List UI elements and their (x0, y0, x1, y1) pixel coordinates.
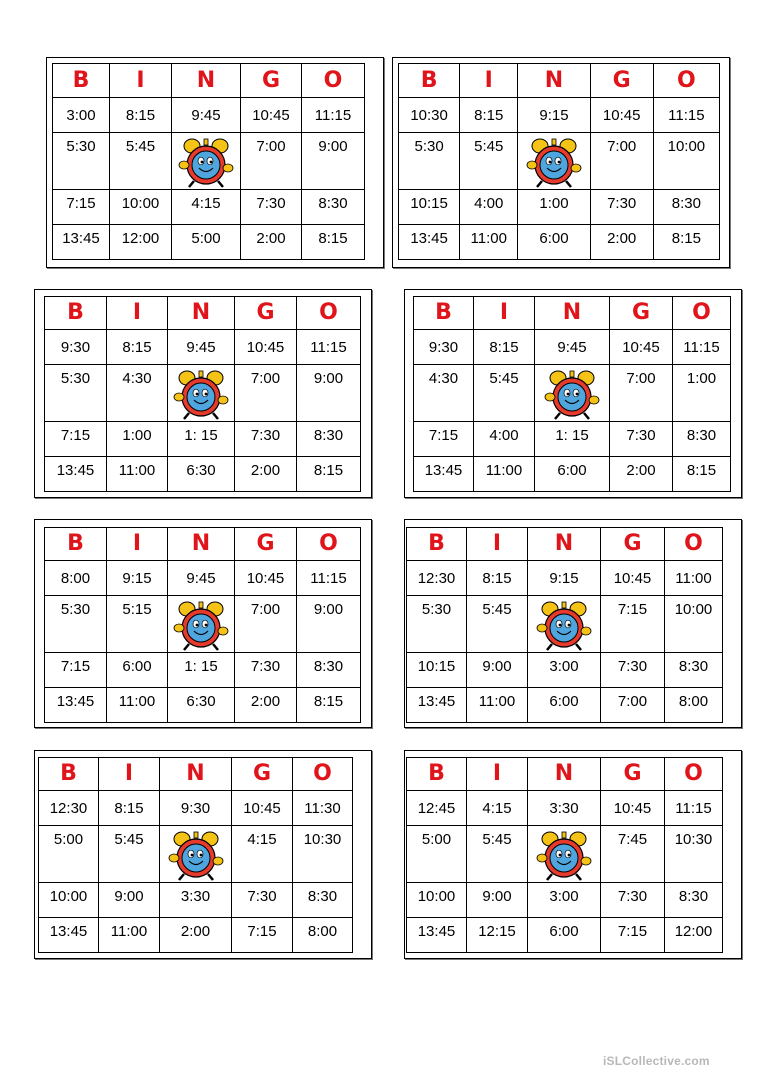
header-letter-g: G (610, 297, 673, 330)
time-cell: 3:00 (528, 653, 601, 688)
header-letter-o: O (297, 528, 361, 561)
bingo-grid (44, 296, 361, 492)
free-space (535, 365, 610, 422)
time-cell: 8:15 (673, 457, 731, 492)
time-cell: 7:30 (232, 883, 293, 918)
time-cell: 8:15 (302, 225, 365, 260)
time-cell: 6:00 (528, 918, 601, 953)
header-letter-n: N (528, 758, 601, 791)
header-letter-g: G (601, 528, 665, 561)
time-cell: 7:15 (45, 653, 107, 688)
time-cell: 1:00 (518, 190, 590, 225)
time-cell: 8:15 (467, 561, 528, 596)
time-cell: 8:30 (297, 422, 361, 457)
time-cell: 7:45 (601, 826, 665, 883)
time-cell: 4:15 (467, 791, 528, 826)
free-space (160, 826, 232, 883)
time-cell: 5:00 (39, 826, 99, 883)
time-cell: 7:30 (241, 190, 302, 225)
time-cell: 8:30 (665, 883, 723, 918)
free-space (168, 596, 235, 653)
time-cell: 11:15 (653, 98, 719, 133)
header-letter-n: N (160, 758, 232, 791)
time-cell: 11:15 (297, 330, 361, 365)
header-letter-g: G (241, 64, 302, 98)
time-cell: 9:00 (297, 596, 361, 653)
header-letter-b: B (407, 758, 467, 791)
time-cell: 1:00 (107, 422, 168, 457)
time-cell: 13:45 (407, 688, 467, 723)
time-cell: 7:30 (235, 653, 297, 688)
time-cell: 9:30 (414, 330, 474, 365)
time-cell: 9:30 (160, 791, 232, 826)
time-cell: 8:15 (297, 688, 361, 723)
time-cell: 11:15 (665, 791, 723, 826)
time-cell: 12:45 (407, 791, 467, 826)
time-cell: 9:30 (45, 330, 107, 365)
time-cell: 11:15 (673, 330, 731, 365)
time-cell: 8:30 (302, 190, 365, 225)
time-cell: 13:45 (407, 918, 467, 953)
time-cell: 8:15 (107, 330, 168, 365)
time-cell: 7:00 (241, 133, 302, 190)
time-cell: 12:30 (407, 561, 467, 596)
time-cell: 7:00 (590, 133, 653, 190)
header-letter-g: G (232, 758, 293, 791)
alarm-clock-icon (173, 369, 229, 421)
time-cell: 7:30 (590, 190, 653, 225)
time-cell: 2:00 (235, 457, 297, 492)
time-cell: 6:30 (168, 688, 235, 723)
time-cell: 7:15 (601, 918, 665, 953)
header-letter-b: B (45, 528, 107, 561)
time-cell: 13:45 (53, 225, 110, 260)
time-cell: 11:00 (107, 457, 168, 492)
time-cell: 10:45 (610, 330, 673, 365)
alarm-clock-icon (526, 137, 582, 189)
time-cell: 10:00 (665, 596, 723, 653)
time-cell: 9:15 (107, 561, 168, 596)
time-cell: 4:15 (232, 826, 293, 883)
time-cell: 8:30 (653, 190, 719, 225)
time-cell: 11:00 (467, 688, 528, 723)
free-space (168, 365, 235, 422)
time-cell: 10:45 (241, 98, 302, 133)
time-cell: 7:15 (414, 422, 474, 457)
free-space (518, 133, 590, 190)
time-cell: 9:45 (168, 561, 235, 596)
header-letter-n: N (168, 528, 235, 561)
time-cell: 8:15 (653, 225, 719, 260)
time-cell: 5:30 (45, 365, 107, 422)
time-cell: 8:15 (460, 98, 518, 133)
time-cell: 13:45 (414, 457, 474, 492)
time-cell: 8:15 (110, 98, 172, 133)
header-letter-n: N (168, 297, 235, 330)
time-cell: 7:30 (601, 883, 665, 918)
time-cell: 5:30 (45, 596, 107, 653)
time-cell: 8:30 (673, 422, 731, 457)
header-letter-n: N (172, 64, 241, 98)
time-cell: 9:15 (518, 98, 590, 133)
time-cell: 4:30 (414, 365, 474, 422)
time-cell: 9:45 (172, 98, 241, 133)
bingo-grid (413, 296, 731, 492)
header-letter-o: O (665, 758, 723, 791)
time-cell: 7:00 (235, 365, 297, 422)
header-letter-b: B (53, 64, 110, 98)
alarm-clock-icon (536, 600, 592, 652)
time-cell: 5:30 (53, 133, 110, 190)
time-cell: 11:00 (107, 688, 168, 723)
time-cell: 6:00 (107, 653, 168, 688)
time-cell: 10:30 (293, 826, 353, 883)
header-letter-o: O (653, 64, 719, 98)
header-letter-i: I (107, 528, 168, 561)
time-cell: 5:45 (99, 826, 160, 883)
header-letter-o: O (302, 64, 365, 98)
header-letter-i: I (110, 64, 172, 98)
header-letter-g: G (235, 528, 297, 561)
time-cell: 8:30 (297, 653, 361, 688)
time-cell: 7:30 (601, 653, 665, 688)
time-cell: 5:45 (467, 826, 528, 883)
time-cell: 10:45 (235, 561, 297, 596)
alarm-clock-icon (168, 830, 224, 882)
time-cell: 9:00 (467, 883, 528, 918)
time-cell: 8:00 (293, 918, 353, 953)
time-cell: 3:00 (528, 883, 601, 918)
time-cell: 12:15 (467, 918, 528, 953)
time-cell: 3:30 (160, 883, 232, 918)
time-cell: 5:00 (407, 826, 467, 883)
time-cell: 10:45 (235, 330, 297, 365)
time-cell: 2:00 (235, 688, 297, 723)
header-letter-g: G (590, 64, 653, 98)
time-cell: 1:00 (673, 365, 731, 422)
time-cell: 1: 15 (168, 653, 235, 688)
time-cell: 9:00 (302, 133, 365, 190)
time-cell: 1: 15 (535, 422, 610, 457)
time-cell: 5:45 (474, 365, 535, 422)
time-cell: 13:45 (45, 457, 107, 492)
time-cell: 5:30 (399, 133, 460, 190)
time-cell: 6:00 (535, 457, 610, 492)
time-cell: 11:00 (460, 225, 518, 260)
header-letter-i: I (107, 297, 168, 330)
free-space (528, 596, 601, 653)
time-cell: 10:00 (653, 133, 719, 190)
time-cell: 9:00 (297, 365, 361, 422)
time-cell: 10:45 (601, 791, 665, 826)
time-cell: 4:30 (107, 365, 168, 422)
time-cell: 7:00 (235, 596, 297, 653)
header-letter-o: O (665, 528, 723, 561)
time-cell: 10:00 (110, 190, 172, 225)
time-cell: 9:00 (99, 883, 160, 918)
time-cell: 10:00 (39, 883, 99, 918)
alarm-clock-icon (178, 137, 234, 189)
time-cell: 11:30 (293, 791, 353, 826)
bingo-grid (406, 527, 723, 723)
time-cell: 10:45 (601, 561, 665, 596)
time-cell: 10:15 (399, 190, 460, 225)
header-letter-b: B (399, 64, 460, 98)
time-cell: 11:15 (297, 561, 361, 596)
time-cell: 7:15 (232, 918, 293, 953)
time-cell: 5:30 (407, 596, 467, 653)
time-cell: 13:45 (45, 688, 107, 723)
time-cell: 5:45 (460, 133, 518, 190)
time-cell: 6:00 (528, 688, 601, 723)
time-cell: 9:45 (168, 330, 235, 365)
time-cell: 3:30 (528, 791, 601, 826)
header-letter-i: I (467, 758, 528, 791)
time-cell: 7:30 (235, 422, 297, 457)
header-letter-b: B (45, 297, 107, 330)
header-letter-o: O (293, 758, 353, 791)
time-cell: 8:00 (665, 688, 723, 723)
header-letter-g: G (235, 297, 297, 330)
time-cell: 11:00 (474, 457, 535, 492)
bingo-grid (52, 63, 365, 260)
time-cell: 8:00 (45, 561, 107, 596)
header-letter-n: N (518, 64, 590, 98)
header-letter-o: O (673, 297, 731, 330)
time-cell: 2:00 (241, 225, 302, 260)
time-cell: 10:45 (590, 98, 653, 133)
time-cell: 9:15 (528, 561, 601, 596)
time-cell: 2:00 (160, 918, 232, 953)
time-cell: 8:15 (297, 457, 361, 492)
time-cell: 8:15 (99, 791, 160, 826)
time-cell: 6:30 (168, 457, 235, 492)
alarm-clock-icon (544, 369, 600, 421)
header-letter-b: B (414, 297, 474, 330)
time-cell: 8:30 (293, 883, 353, 918)
time-cell: 10:45 (232, 791, 293, 826)
free-space (172, 133, 241, 190)
time-cell: 1: 15 (168, 422, 235, 457)
time-cell: 7:15 (53, 190, 110, 225)
watermark: iSLCollective.com (603, 1054, 710, 1068)
time-cell: 11:15 (302, 98, 365, 133)
time-cell: 7:15 (45, 422, 107, 457)
time-cell: 10:30 (399, 98, 460, 133)
time-cell: 13:45 (399, 225, 460, 260)
time-cell: 12:00 (665, 918, 723, 953)
free-space (528, 826, 601, 883)
time-cell: 10:30 (665, 826, 723, 883)
time-cell: 12:00 (110, 225, 172, 260)
time-cell: 4:15 (172, 190, 241, 225)
time-cell: 7:30 (610, 422, 673, 457)
time-cell: 4:00 (460, 190, 518, 225)
bingo-grid (406, 757, 723, 953)
alarm-clock-icon (536, 830, 592, 882)
time-cell: 11:00 (665, 561, 723, 596)
header-letter-g: G (601, 758, 665, 791)
time-cell: 8:15 (474, 330, 535, 365)
time-cell: 2:00 (590, 225, 653, 260)
time-cell: 5:00 (172, 225, 241, 260)
bingo-grid (44, 527, 361, 723)
time-cell: 7:00 (601, 688, 665, 723)
header-letter-b: B (407, 528, 467, 561)
time-cell: 13:45 (39, 918, 99, 953)
time-cell: 7:15 (601, 596, 665, 653)
bingo-grid (398, 63, 720, 260)
header-letter-n: N (535, 297, 610, 330)
header-letter-i: I (99, 758, 160, 791)
time-cell: 7:00 (610, 365, 673, 422)
header-letter-i: I (460, 64, 518, 98)
time-cell: 9:00 (467, 653, 528, 688)
time-cell: 2:00 (610, 457, 673, 492)
header-letter-i: I (474, 297, 535, 330)
time-cell: 10:00 (407, 883, 467, 918)
time-cell: 6:00 (518, 225, 590, 260)
time-cell: 10:15 (407, 653, 467, 688)
alarm-clock-icon (173, 600, 229, 652)
header-letter-i: I (467, 528, 528, 561)
header-letter-o: O (297, 297, 361, 330)
time-cell: 5:45 (110, 133, 172, 190)
header-letter-b: B (39, 758, 99, 791)
bingo-grid (38, 757, 353, 953)
time-cell: 3:00 (53, 98, 110, 133)
time-cell: 5:45 (467, 596, 528, 653)
time-cell: 12:30 (39, 791, 99, 826)
header-letter-n: N (528, 528, 601, 561)
time-cell: 4:00 (474, 422, 535, 457)
time-cell: 5:15 (107, 596, 168, 653)
time-cell: 11:00 (99, 918, 160, 953)
time-cell: 9:45 (535, 330, 610, 365)
time-cell: 8:30 (665, 653, 723, 688)
